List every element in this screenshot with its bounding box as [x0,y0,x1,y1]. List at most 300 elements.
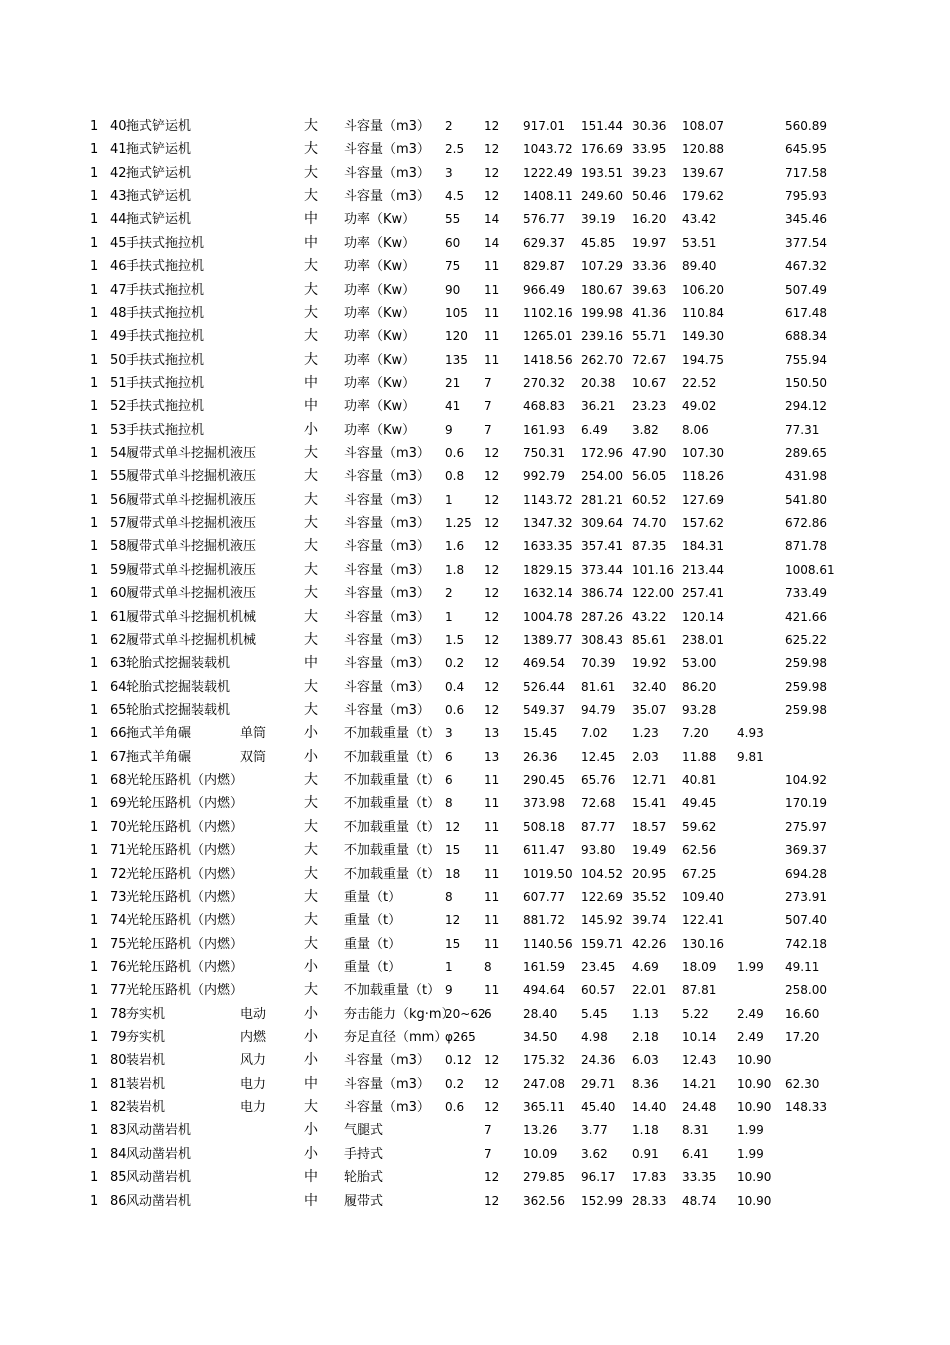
value-cell-2: 881.72 [523,913,565,928]
value-cell-4: 122.00 [632,586,674,601]
machine-name-cell: 光轮压路机（内燃） [126,936,244,952]
value-cell-7: 259.98 [785,702,827,717]
parameter-cell: 功率（Kw） [344,399,416,415]
size-class-cell: 中 [304,1192,318,1209]
size-class-cell: 大 [304,818,318,835]
value-cell-3: 386.74 [581,586,623,601]
number-cell: 46 [110,259,127,275]
value-cell-1: 12 [484,119,500,133]
value-cell-1: 11 [484,329,500,344]
parameter-cell: 功率（Kw） [344,305,416,321]
number-cell: 58 [110,539,127,555]
value-cell-1: 12 [484,1193,500,1208]
machine-name-cell: 轮胎式挖掘装载机 [126,702,231,718]
value-cell-2: 1408.11 [523,189,573,204]
parameter-value-cell: 1.8 [445,562,465,577]
value-cell-2: 1004.78 [523,609,573,624]
value-cell-4: 87.35 [632,539,667,554]
value-cell-5: 120.14 [682,609,724,624]
value-cell-4: 35.52 [632,889,667,904]
machine-name-cell: 风动凿岩机 [126,1123,192,1139]
value-cell-5: 89.40 [682,259,717,274]
parameter-cell: 斗容量（m3） [344,656,430,672]
value-cell-5: 86.20 [682,679,717,694]
value-cell-7: 294.12 [785,399,827,414]
value-cell-7: 541.80 [785,492,827,507]
parameter-value-cell: 9 [445,422,453,437]
value-cell-3: 87.77 [581,819,616,834]
value-cell-2: 362.56 [523,1193,565,1208]
parameter-cell: 斗容量（m3） [344,469,430,485]
parameter-value-cell: 135 [445,352,468,367]
number-cell: 57 [110,516,127,532]
parameter-cell: 斗容量（m3） [344,142,430,158]
table-row [0,863,950,886]
size-class-cell: 小 [304,1122,318,1139]
value-cell-1: 12 [484,516,500,531]
value-cell-3: 152.99 [581,1193,623,1208]
value-cell-2: 1140.56 [523,936,573,951]
index-cell: 1 [90,352,99,368]
value-cell-1: 12 [484,165,500,180]
machine-name-cell: 光轮压路机（内燃） [126,866,244,882]
value-cell-7: 645.95 [785,142,827,157]
size-class-cell: 中 [304,234,318,251]
parameter-value-cell: 3 [445,165,453,180]
size-class-cell: 大 [304,701,318,718]
parameter-value-cell: 1.5 [445,632,465,647]
value-cell-2: 549.37 [523,702,565,717]
value-cell-3: 45.85 [581,235,616,250]
parameter-value-cell: 0.12 [445,1053,472,1068]
value-cell-7: 104.92 [785,773,827,788]
value-cell-6: 4.93 [737,726,764,741]
machine-name-cell: 手扶式拖拉机 [126,399,205,415]
value-cell-1: 12 [484,492,500,507]
value-cell-2: 270.32 [523,375,565,390]
parameter-cell: 不加载重量（t） [344,726,441,742]
value-cell-4: 56.05 [632,469,667,484]
power-type-cell: 电力 [240,1076,267,1092]
number-cell: 61 [110,609,127,625]
machine-cost-table [0,115,950,1213]
value-cell-1: 12 [484,1100,500,1115]
parameter-cell: 夯击能力（kg·m） [344,1006,455,1022]
number-cell: 72 [110,866,127,882]
number-cell: 43 [110,189,127,205]
value-cell-2: 1043.72 [523,142,573,157]
value-cell-1: 12 [484,562,500,577]
value-cell-7: 369.37 [785,843,827,858]
index-cell: 1 [90,1123,99,1139]
value-cell-3: 176.69 [581,142,623,157]
value-cell-1: 12 [484,702,500,717]
value-cell-2: 1633.35 [523,539,573,554]
machine-name-cell: 手扶式拖拉机 [126,235,205,251]
index-cell: 1 [90,983,99,999]
parameter-cell: 斗容量（m3） [344,119,430,134]
index-cell: 1 [90,1193,99,1209]
value-cell-4: 2.18 [632,1030,659,1045]
machine-name-cell: 光轮压路机（内燃） [126,773,244,789]
index-cell: 1 [90,446,99,462]
parameter-value-cell: 8 [445,796,453,811]
machine-name-cell: 轮胎式挖掘装载机 [126,679,231,695]
parameter-cell: 不加载重量（t） [344,843,441,859]
parameter-cell: 斗容量（m3） [344,165,430,181]
parameter-value-cell: 2 [445,586,453,601]
value-cell-5: 43.42 [682,212,717,227]
machine-name-cell: 履带式单斗挖掘机液压 [126,492,257,508]
number-cell: 50 [110,352,127,368]
value-cell-2: 365.11 [523,1100,565,1115]
machine-name-cell: 风动凿岩机 [126,1146,192,1162]
value-cell-1: 6 [484,1006,492,1021]
table-row [0,442,950,465]
parameter-cell: 斗容量（m3） [344,1100,430,1116]
size-class-cell: 中 [304,398,318,415]
size-class-cell: 大 [304,772,318,789]
number-cell: 40 [110,119,127,134]
value-cell-2: 1389.77 [523,632,573,647]
number-cell: 65 [110,702,127,718]
value-cell-1: 12 [484,469,500,484]
value-cell-1: 7 [484,1123,492,1138]
number-cell: 41 [110,142,127,158]
table-row [0,933,950,956]
machine-name-cell: 手扶式拖拉机 [126,329,205,345]
value-cell-7: 871.78 [785,539,827,554]
value-cell-2: 966.49 [523,282,565,297]
value-cell-1: 11 [484,889,500,904]
value-cell-1: 11 [484,773,500,788]
parameter-cell: 重量（t） [344,889,402,905]
value-cell-5: 157.62 [682,516,724,531]
machine-name-cell: 手扶式拖拉机 [126,352,205,368]
parameter-cell: 功率（Kw） [344,422,416,438]
table-row [0,325,950,348]
table-row [0,138,950,161]
parameter-value-cell: 6 [445,773,453,788]
size-class-cell: 大 [304,164,318,181]
value-cell-7: 259.98 [785,679,827,694]
value-cell-3: 281.21 [581,492,623,507]
value-cell-3: 7.02 [581,726,608,741]
machine-name-cell: 光轮压路机（内燃） [126,889,244,905]
table-row [0,395,950,418]
machine-name-cell: 履带式单斗挖掘机液压 [126,516,257,532]
value-cell-5: 118.26 [682,469,724,484]
index-cell: 1 [90,843,99,859]
value-cell-4: 30.36 [632,119,667,133]
value-cell-2: 1102.16 [523,305,573,320]
parameter-cell: 斗容量（m3） [344,1053,430,1069]
number-cell: 60 [110,586,127,602]
index-cell: 1 [90,959,99,975]
machine-name-cell: 拖式铲运机 [126,212,192,228]
value-cell-1: 12 [484,142,500,157]
value-cell-7: 273.91 [785,889,827,904]
value-cell-3: 172.96 [581,446,623,461]
value-cell-4: 28.33 [632,1193,667,1208]
value-cell-7: 62.30 [785,1076,820,1091]
index-cell: 1 [90,422,99,438]
size-class-cell: 大 [304,631,318,648]
size-class-cell: 大 [304,608,318,625]
value-cell-3: 94.79 [581,702,616,717]
value-cell-5: 194.75 [682,352,724,367]
value-cell-7: 345.46 [785,212,827,227]
value-cell-1: 11 [484,913,500,928]
parameter-value-cell: 0.6 [445,446,465,461]
index-cell: 1 [90,632,99,648]
value-cell-2: 26.36 [523,749,558,764]
parameter-cell: 斗容量（m3） [344,679,430,695]
value-cell-4: 19.49 [632,843,667,858]
value-cell-5: 120.88 [682,142,724,157]
parameter-cell: 重量（t） [344,913,402,929]
value-cell-2: 917.01 [523,119,565,133]
value-cell-2: 1019.50 [523,866,573,881]
parameter-cell: 不加载重量（t） [344,749,441,765]
parameter-value-cell: 0.2 [445,1076,465,1091]
value-cell-5: 179.62 [682,189,724,204]
table-row [0,1166,950,1189]
parameter-value-cell: 21 [445,375,461,390]
number-cell: 51 [110,375,127,391]
value-cell-1: 12 [484,539,500,554]
value-cell-7: 258.00 [785,983,827,998]
size-class-cell: 大 [304,842,318,859]
value-cell-4: 19.97 [632,235,667,250]
parameter-value-cell: 18 [445,866,461,881]
value-cell-4: 19.92 [632,656,667,671]
index-cell: 1 [90,119,99,134]
value-cell-6: 10.90 [737,1170,772,1185]
value-cell-4: 39.63 [632,282,667,297]
parameter-value-cell: 75 [445,259,461,274]
value-cell-2: 1222.49 [523,165,573,180]
machine-name-cell: 履带式单斗挖掘机液压 [126,562,257,578]
value-cell-4: 33.36 [632,259,667,274]
value-cell-4: 32.40 [632,679,667,694]
table-row [0,255,950,278]
value-cell-3: 199.98 [581,305,623,320]
value-cell-5: 87.81 [682,983,717,998]
index-cell: 1 [90,679,99,695]
table-row [0,1026,950,1049]
value-cell-7: 694.28 [785,866,827,881]
parameter-cell: 斗容量（m3） [344,562,430,578]
value-cell-2: 750.31 [523,446,565,461]
power-type-cell: 电动 [240,1006,267,1022]
size-class-cell: 小 [304,1145,318,1162]
value-cell-4: 50.46 [632,189,667,204]
value-cell-7: 733.49 [785,586,827,601]
value-cell-3: 4.98 [581,1030,608,1045]
number-cell: 55 [110,469,127,485]
parameter-value-cell: 8 [445,889,453,904]
parameter-cell: 斗容量（m3） [344,609,430,625]
value-cell-7: 467.32 [785,259,827,274]
value-cell-3: 65.76 [581,773,616,788]
value-cell-6: 1.99 [737,1123,764,1138]
table-row [0,232,950,255]
value-cell-2: 1347.32 [523,516,573,531]
number-cell: 81 [110,1076,127,1092]
size-class-cell: 小 [304,958,318,975]
table-row [0,302,950,325]
value-cell-2: 576.77 [523,212,565,227]
table-row [0,1096,950,1119]
table-row [0,652,950,675]
value-cell-6: 10.90 [737,1076,772,1091]
value-cell-5: 12.43 [682,1053,717,1068]
index-cell: 1 [90,539,99,555]
value-cell-3: 24.36 [581,1053,616,1068]
value-cell-7: 717.58 [785,165,827,180]
index-cell: 1 [90,866,99,882]
value-cell-1: 12 [484,446,500,461]
value-cell-2: 34.50 [523,1030,558,1045]
table-row [0,816,950,839]
parameter-cell: 手持式 [344,1146,384,1162]
parameter-value-cell: 0.6 [445,1100,465,1115]
parameter-cell: 气腿式 [344,1123,384,1139]
value-cell-1: 11 [484,983,500,998]
parameter-value-cell: 1 [445,492,453,507]
parameter-cell: 斗容量（m3） [344,1076,430,1092]
size-class-cell: 大 [304,328,318,345]
value-cell-4: 39.23 [632,165,667,180]
table-row [0,1119,950,1142]
value-cell-1: 11 [484,352,500,367]
value-cell-3: 308.43 [581,632,623,647]
value-cell-1: 12 [484,632,500,647]
parameter-cell: 功率（Kw） [344,329,416,345]
value-cell-2: 279.85 [523,1170,565,1185]
parameter-cell: 夯足直径（mm） [344,1030,448,1046]
index-cell: 1 [90,586,99,602]
value-cell-2: 373.98 [523,796,565,811]
machine-name-cell: 手扶式拖拉机 [126,422,205,438]
value-cell-7: 275.97 [785,819,827,834]
table-row [0,185,950,208]
value-cell-3: 3.77 [581,1123,608,1138]
value-cell-7: 377.54 [785,235,827,250]
value-cell-3: 12.45 [581,749,616,764]
parameter-cell: 不加载重量（t） [344,866,441,882]
value-cell-3: 239.16 [581,329,623,344]
parameter-cell: 斗容量（m3） [344,516,430,532]
parameter-value-cell: 41 [445,399,461,414]
number-cell: 79 [110,1030,127,1046]
machine-name-cell: 光轮压路机（内燃） [126,796,244,812]
number-cell: 70 [110,819,127,835]
index-cell: 1 [90,819,99,835]
machine-name-cell: 风动凿岩机 [126,1170,192,1186]
power-type-cell: 内燃 [240,1030,267,1046]
value-cell-4: 4.69 [632,959,659,974]
value-cell-3: 96.17 [581,1170,616,1185]
value-cell-5: 8.31 [682,1123,709,1138]
value-cell-7: 617.48 [785,305,827,320]
machine-name-cell: 装岩机 [126,1076,166,1092]
value-cell-7: 421.66 [785,609,827,624]
value-cell-5: 22.52 [682,375,717,390]
machine-name-cell: 手扶式拖拉机 [126,305,205,321]
index-cell: 1 [90,375,99,391]
size-class-cell: 大 [304,585,318,602]
value-cell-2: 494.64 [523,983,565,998]
value-cell-2: 992.79 [523,469,565,484]
size-class-cell: 中 [304,655,318,672]
machine-name-cell: 轮胎式挖掘装载机 [126,656,231,672]
value-cell-5: 107.30 [682,446,724,461]
parameter-value-cell: 15 [445,936,461,951]
parameter-value-cell: 1 [445,959,453,974]
index-cell: 1 [90,469,99,485]
value-cell-3: 254.00 [581,469,623,484]
size-class-cell: 大 [304,678,318,695]
value-cell-1: 12 [484,656,500,671]
machine-name-cell: 手扶式拖拉机 [126,375,205,391]
size-class-cell: 大 [304,304,318,321]
size-class-cell: 大 [304,982,318,999]
value-cell-1: 12 [484,679,500,694]
size-class-cell: 小 [304,748,318,765]
value-cell-4: 1.13 [632,1006,659,1021]
value-cell-2: 829.87 [523,259,565,274]
value-cell-7: 150.50 [785,375,827,390]
value-cell-7: 625.22 [785,632,827,647]
value-cell-5: 62.56 [682,843,717,858]
size-class-cell: 大 [304,188,318,205]
value-cell-2: 611.47 [523,843,565,858]
parameter-value-cell: 3 [445,726,453,741]
value-cell-3: 309.64 [581,516,623,531]
size-class-cell: 大 [304,351,318,368]
value-cell-2: 468.83 [523,399,565,414]
value-cell-4: 12.71 [632,773,667,788]
table-row [0,629,950,652]
parameter-value-cell: 2.5 [445,142,465,157]
index-cell: 1 [90,1170,99,1186]
number-cell: 52 [110,399,127,415]
value-cell-3: 39.19 [581,212,616,227]
machine-name-cell: 履带式单斗挖掘机液压 [126,539,257,555]
parameter-value-cell: 20~62 [445,1006,486,1021]
value-cell-5: 18.09 [682,959,717,974]
number-cell: 83 [110,1123,127,1139]
value-cell-1: 12 [484,586,500,601]
value-cell-4: 6.03 [632,1053,659,1068]
value-cell-1: 13 [484,726,500,741]
parameter-cell: 不加载重量（t） [344,796,441,812]
value-cell-4: 47.90 [632,446,667,461]
value-cell-4: 1.18 [632,1123,659,1138]
number-cell: 63 [110,656,127,672]
value-cell-7: 795.93 [785,189,827,204]
machine-name-cell: 装岩机 [126,1053,166,1069]
value-cell-4: 42.26 [632,936,667,951]
size-class-cell: 中 [304,374,318,391]
value-cell-6: 10.90 [737,1100,772,1115]
value-cell-1: 12 [484,1053,500,1068]
table-row [0,372,950,395]
parameter-cell: 重量（t） [344,959,402,975]
number-cell: 67 [110,749,127,765]
